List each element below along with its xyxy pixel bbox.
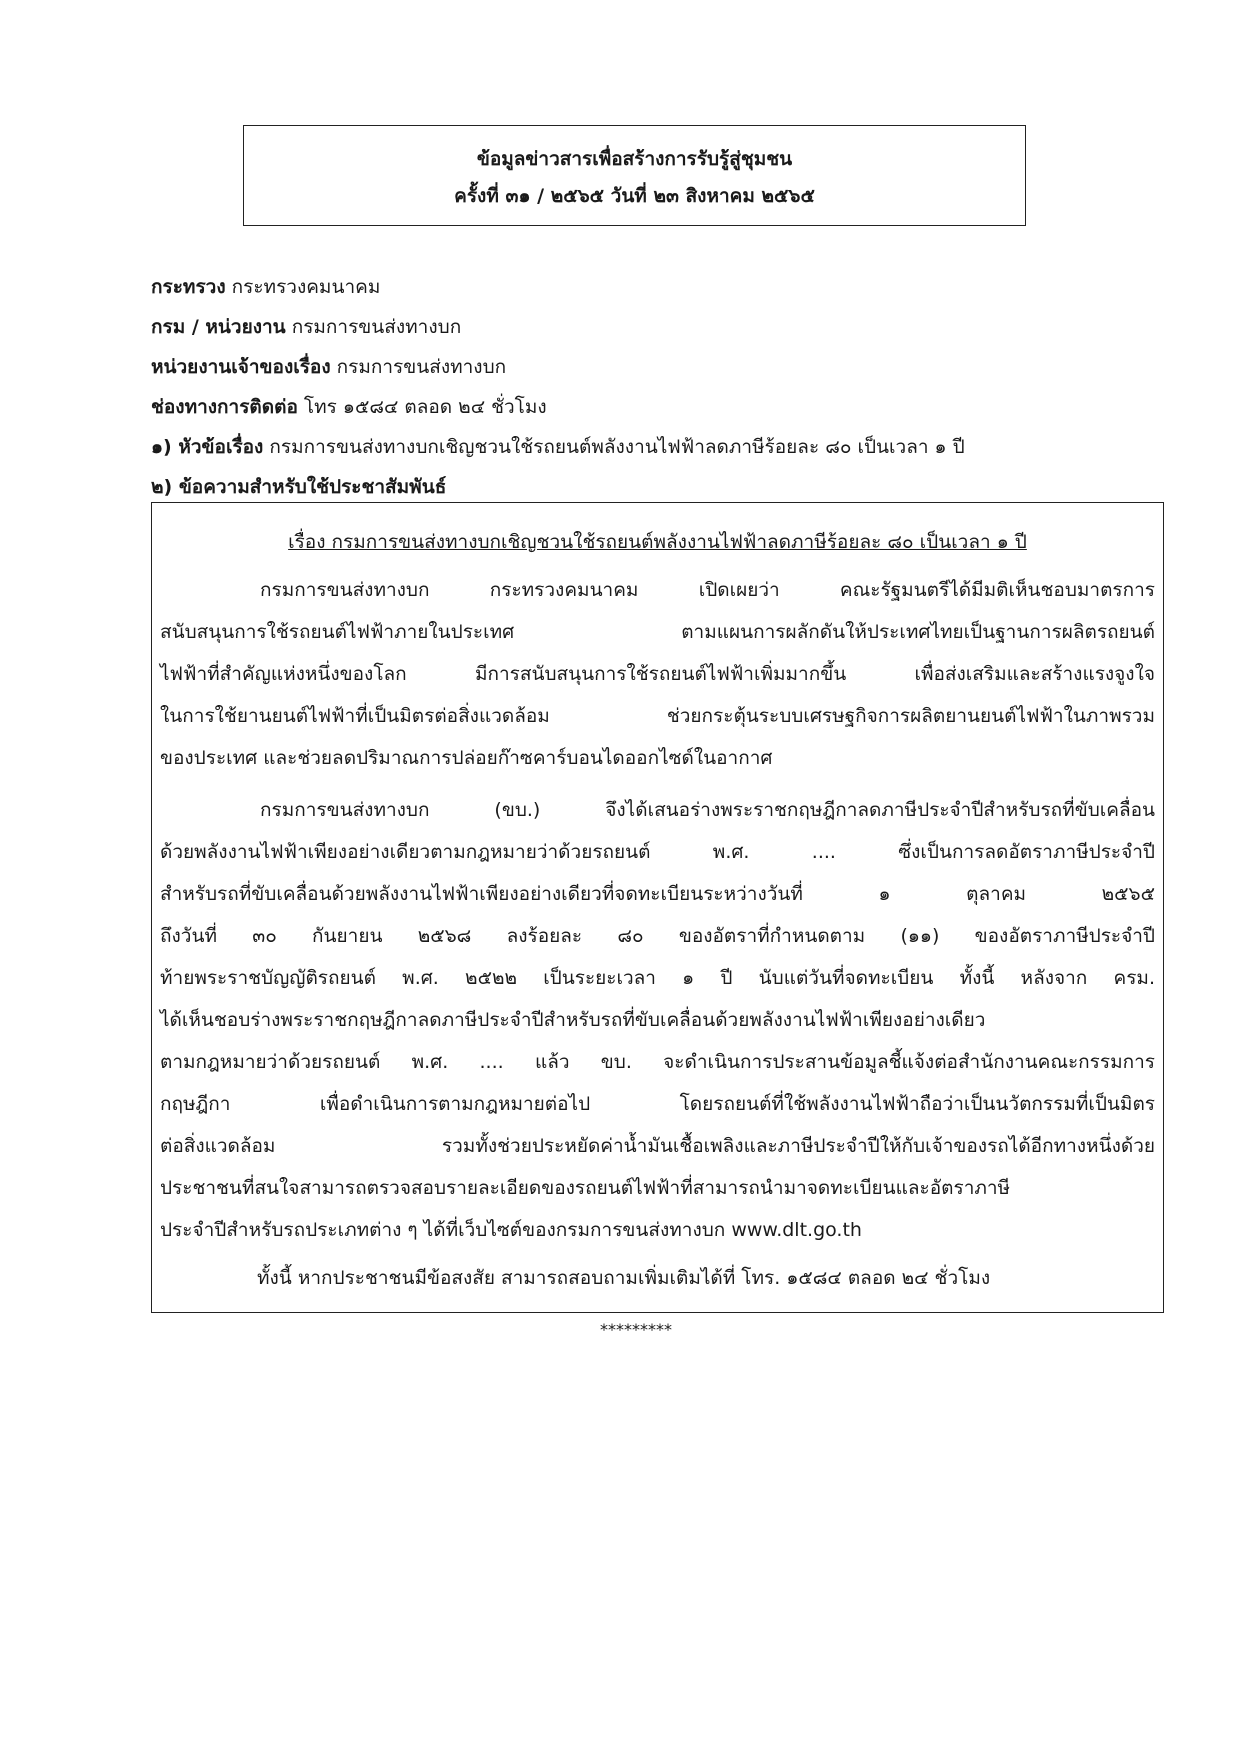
department-line bbox=[151, 312, 461, 342]
owner-value: กรมการขนส่งทางบก bbox=[330, 356, 507, 378]
topic-line bbox=[151, 432, 965, 462]
document-title: ข้อมูลข่าวสารเพื่อสร้างการรับรู้สู่ชุมชน bbox=[476, 148, 793, 170]
paragraph-line: สนับสนุนการใช้รถยนต์ไฟฟ้าภายในประเทศ ตามแผนการผลักดันให้ประเทศไทยเป็นฐานการผลิตรถยนต์ bbox=[160, 621, 1155, 643]
owner-label: หน่วยงานเจ้าของเรื่อง bbox=[151, 356, 331, 378]
paragraph-line: ต่อสิ่งแวดล้อม รวมทั้งช่วยประหยัดค่าน้ำมันเชื้อเพลิงและภาษีประจำปีให้กับเจ้าของรถได้อีกทางหนึ่งด้วย bbox=[160, 1135, 1155, 1157]
paragraph-line: ด้วยพลังงานไฟฟ้าเพียงอย่างเดียวตามกฎหมายว่าด้วยรถยนต์ พ.ศ. .... ซึ่งเป็นการลดอัตราภาษีประจำปี bbox=[160, 841, 1155, 863]
paragraph-line: ถึงวันที่ ๓๐ กันยายน ๒๕๖๘ ลงร้อยละ ๘๐ ของอัตราที่กำหนดตาม (๑๑) ของอัตราภาษีประจำปี bbox=[160, 925, 1155, 947]
contact-value: โทร ๑๕๘๔ ตลอด ๒๔ ชั่วโมง bbox=[297, 396, 547, 418]
paragraph-line: กรมการขนส่งทางบก (ขบ.) จึงได้เสนอร่างพระราชกฤษฎีกาลดภาษีประจำปีสำหรับรถที่ขับเคลื่อน bbox=[260, 799, 1155, 821]
press-release-box bbox=[151, 502, 1164, 1313]
paragraph-line: ประชาชนที่สนใจสามารถตรวจสอบรายละเอียดของรถยนต์ไฟฟ้าที่สามารถนำมาจดทะเบียนและอัตราภาษี bbox=[160, 1177, 1011, 1199]
header-box bbox=[243, 125, 1026, 226]
department-label: กรม / หน่วยงาน bbox=[151, 316, 286, 338]
paragraph-line: กฤษฎีกา เพื่อดำเนินการตามกฎหมายต่อไป โดยรถยนต์ที่ใช้พลังงานไฟฟ้าถือว่าเป็นนวัตกรรมที่เป็นมิตร bbox=[160, 1093, 1155, 1115]
ministry-line bbox=[151, 272, 380, 302]
paragraph-line: ท้ายพระราชบัญญัติรถยนต์ พ.ศ. ๒๕๒๒ เป็นระยะเวลา ๑ ปี นับแต่วันที่จดทะเบียน ทั้งนี้ หลังจาก ครม. bbox=[160, 967, 1155, 989]
contact-line bbox=[151, 392, 547, 422]
paragraph-line: ในการใช้ยานยนต์ไฟฟ้าที่เป็นมิตรต่อสิ่งแวดล้อม ช่วยกระตุ้นระบบเศรษฐกิจการผลิตยานยนต์ไฟฟ้าในภาพรวม bbox=[160, 705, 1155, 727]
ministry-value: กระทรวงคมนาคม bbox=[225, 276, 381, 298]
ministry-label: กระทรวง bbox=[151, 276, 226, 298]
topic-value: กรมการขนส่งทางบกเชิญชวนใช้รถยนต์พลังงานไฟฟ้าลดภาษีร้อยละ ๘๐ เป็นเวลา ๑ ปี bbox=[263, 436, 965, 458]
paragraph-line: ประจำปีสำหรับรถประเภทต่าง ๆ ได้ที่เว็บไซต์ของกรมการขนส่งทางบก www.dlt.go.th bbox=[160, 1219, 862, 1241]
paragraph-line: ได้เห็นชอบร่างพระราชกฤษฎีกาลดภาษีประจำปีสำหรับรถที่ขับเคลื่อนด้วยพลังงานไฟฟ้าเพียงอย่างเดียว bbox=[160, 1009, 986, 1031]
paragraph-line: ตามกฎหมายว่าด้วยรถยนต์ พ.ศ. .... แล้ว ขบ. จะดำเนินการประสานข้อมูลชี้แจ้งต่อสำนักงานคณะกรรมการ bbox=[160, 1051, 1155, 1073]
issue-number-date: ครั้งที่ ๓๑ / ๒๕๖๕ วันที่ ๒๓ สิงหาคม ๒๕๖๕ bbox=[454, 185, 815, 207]
paragraph-line: สำหรับรถที่ขับเคลื่อนด้วยพลังงานไฟฟ้าเพียงอย่างเดียวที่จดทะเบียนระหว่างวันที่ ๑ ตุลาคม ๒๕๖๕ bbox=[160, 883, 1155, 905]
topic-label: ๑) หัวข้อเรื่อง bbox=[151, 436, 264, 458]
contact-label: ช่องทางการติดต่อ bbox=[151, 396, 298, 418]
owner-line bbox=[151, 352, 506, 382]
message-label: ๒) ข้อความสำหรับใช้ประชาสัมพันธ์ bbox=[151, 476, 447, 498]
paragraph-line: ไฟฟ้าที่สำคัญแห่งหนึ่งของโลก มีการสนับสนุนการใช้รถยนต์ไฟฟ้าเพิ่มมากขึ้น เพื่อส่งเสริมและสร้างแรงจูงใจ bbox=[160, 663, 1155, 685]
paragraph-line: กรมการขนส่งทางบก กระทรวงคมนาคม เปิดเผยว่า คณะรัฐมนตรีได้มีมติเห็นชอบมาตรการ bbox=[260, 579, 1155, 601]
end-marker: ********* bbox=[600, 1320, 672, 1339]
paragraph-line: ของประเทศ และช่วยลดปริมาณการปล่อยก๊าซคาร์บอนไดออกไซด์ในอากาศ bbox=[160, 747, 773, 769]
press-release-title: เรื่อง กรมการขนส่งทางบกเชิญชวนใช้รถยนต์พลังงานไฟฟ้าลดภาษีร้อยละ ๘๐ เป็นเวลา ๑ ปี bbox=[288, 531, 1027, 553]
department-value: กรมการขนส่งทางบก bbox=[285, 316, 462, 338]
closing-line: ทั้งนี้ หากประชาชนมีข้อสงสัย สามารถสอบถามเพิ่มเติมได้ที่ โทร. ๑๕๘๔ ตลอด ๒๔ ชั่วโมง bbox=[257, 1267, 991, 1289]
message-heading bbox=[151, 472, 446, 502]
